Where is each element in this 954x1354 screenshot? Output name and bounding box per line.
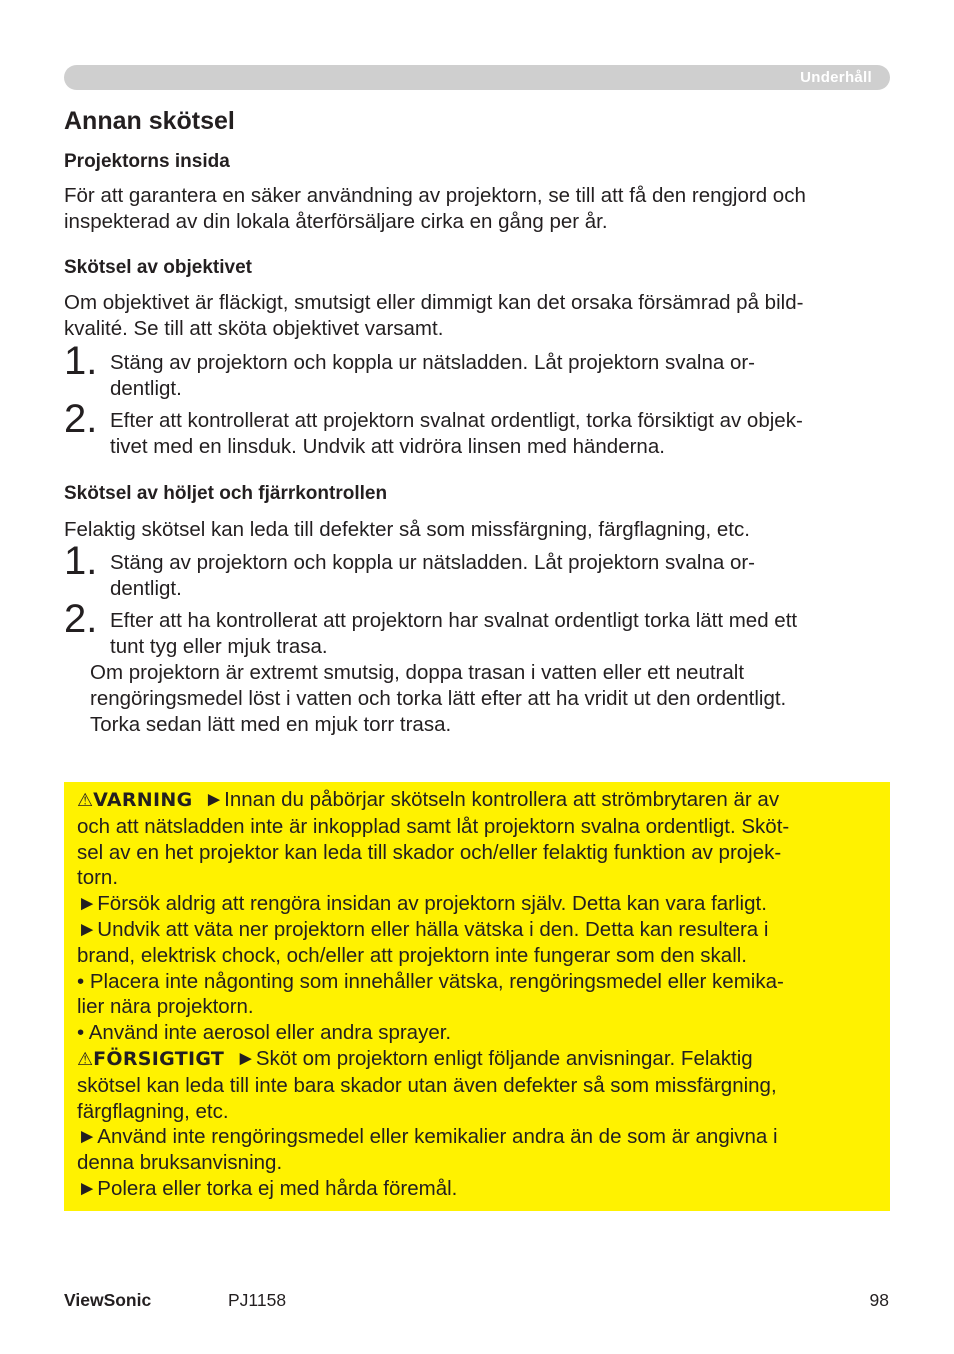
cabinet-note: Om projektorn är extremt smutsig, doppa trasan i vatten eller ett neutralt rengöringsmedel löst i vatten och torka lätt efter att ha vridit ut den ordentligt. Torka sedan lätt med en mjuk torr trasa. (90, 661, 787, 736)
warning-label: VARNING (93, 789, 193, 811)
step-text: Stäng av projektorn och koppla ur nätsladden. Låt projektorn svalna or- dentligt. (110, 351, 755, 400)
caution-label: FÖRSIGTIGT (93, 1047, 225, 1070)
caution-line: ⚠FÖRSIGTIGT ►Sköt om projektorn enligt följande anvisningar. Felaktig (77, 1046, 753, 1070)
warning-content: ⚠VARNING ►Innan du påbörjar skötseln kontrollera att strömbrytaren är av och att nätsladden inte är inkopplad samt låt projektorn svalna ordentligt. Sköt- sel av en het projektor kan leda till skador och/eller felaktig funktion av projek- torn. ►Försök aldrig att rengöra insidan av projektorn själv. Detta kan vara farligt. ►Undvik att väta ner projektorn eller hälla vätska i den. Detta kan resultera i brand, elektrisk chock, och/eller att projektorn inte fungerar som den skall. • Placera inte någonting som innehåller vätska, rengöringsmedel eller kemika- lier nära projektorn. • Använd inte aerosol eller andra sprayer. ⚠FÖRSIGTIGT ►Sköt om projektorn enligt följande anvisningar. Felaktig skötsel kan leda till inte bara skador utan även defekter så som missfärgning, färgflagning, etc. ►Använd inte rengöringsmedel eller kemikalier andra än de som är angivna i denna bruksanvisning. ►Polera eller torka ej med hårda föremål. (77, 787, 877, 1202)
step-number: 1. (64, 339, 98, 383)
heading-lens: Skötsel av objektivet (64, 257, 252, 278)
page-number: 98 (869, 1290, 889, 1310)
step-number: 1. (64, 539, 98, 583)
paragraph-inside: För att garantera en säker användning av projektorn, se till att få den rengjord och inspekterad av din lokala återförsäljare cirka en gång per år. (64, 184, 806, 233)
warning-triangle-icon: ⚠ (77, 790, 94, 810)
paragraph-lens: Om objektivet är fläckigt, smutsigt eller dimmigt kan det orsaka försämrad på bild- kvalité. Se till att sköta objektivet varsamt. (64, 291, 804, 340)
caution-triangle-icon: ⚠ (77, 1048, 94, 1069)
page-title: Annan skötsel (64, 107, 235, 135)
footer-brand: ViewSonic (64, 1290, 152, 1310)
heading-inside: Projektorns insida (64, 151, 230, 172)
section-header-bar (64, 65, 890, 90)
step-text: Stäng av projektorn och koppla ur nätsladden. Låt projektorn svalna or- dentligt. (110, 551, 755, 600)
section-label: Underhåll (800, 69, 872, 86)
paragraph-cabinet: Felaktig skötsel kan leda till defekter så som missfärgning, färgflagning, etc. (64, 518, 750, 541)
footer-model: PJ1158 (228, 1290, 287, 1310)
step-text: Efter att ha kontrollerat att projektorn har svalnat ordentligt torka lätt med ett tunt tyg eller mjuk trasa. (110, 609, 798, 658)
warning-box (64, 782, 890, 1211)
step-number: 2. (64, 397, 98, 441)
warning-line: ⚠VARNING ►Innan du påbörjar skötseln kontrollera att strömbrytaren är av (77, 788, 780, 811)
step-number: 2. (64, 597, 98, 641)
step-text: Efter att kontrollerat att projektorn svalnat ordentligt, torka försiktigt av objek- tivet med en linsduk. Undvik att vidröra linsen med händerna. (110, 409, 803, 458)
heading-cabinet: Skötsel av höljet och fjärrkontrollen (64, 483, 388, 504)
